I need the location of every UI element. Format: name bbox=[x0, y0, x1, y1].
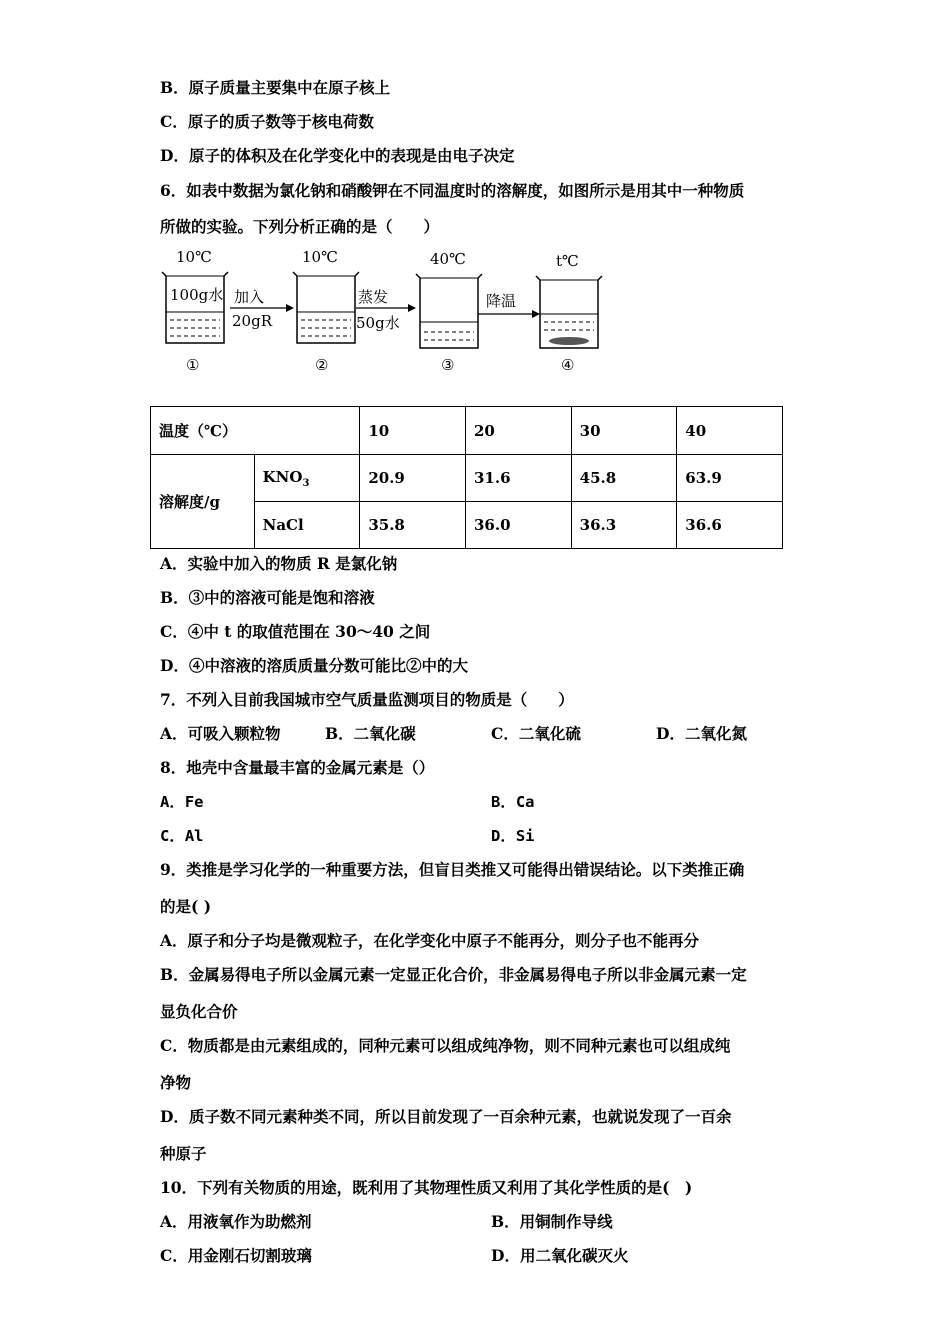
beaker-1-number: ① bbox=[186, 356, 200, 374]
temp-cell: 30 bbox=[571, 407, 677, 455]
beaker-3 bbox=[416, 250, 482, 348]
beaker-4-number: ④ bbox=[561, 356, 575, 374]
table-row-kno3 bbox=[151, 455, 783, 502]
q8-option-b: B．Ca bbox=[491, 793, 535, 811]
solubility-table bbox=[150, 406, 783, 549]
q10-stem: 10．下列有关物质的用途，既利用了其物理性质又利用了其化学性质的是( ) bbox=[160, 1178, 693, 1197]
kno3-value: 31.6 bbox=[465, 455, 571, 502]
q9-option-d-line2: 种原子 bbox=[160, 1144, 207, 1163]
kno3-value: 45.8 bbox=[571, 455, 677, 502]
q6-option-b: B．③中的溶液可能是饱和溶液 bbox=[160, 588, 375, 607]
q9-option-b-line1: B．金属易得电子所以金属元素一定显正化合价，非金属易得电子所以非金属元素一定 bbox=[160, 965, 747, 984]
arrow-1 bbox=[230, 288, 294, 330]
q10-option-b: B．用铜制作导线 bbox=[491, 1212, 613, 1231]
arrow-3-top: 降温 bbox=[486, 292, 517, 310]
q9-option-d-line1: D．质子数不同元素种类不同，所以目前发现了一百余种元素，也就说发现了一百余 bbox=[160, 1107, 732, 1126]
arrow-2 bbox=[356, 288, 416, 332]
beaker-4-temp: t℃ bbox=[556, 252, 579, 270]
q6-stem-line2: 所做的实验。下列分析正确的是（ ） bbox=[160, 217, 440, 236]
beaker-1-temp: 10℃ bbox=[176, 248, 212, 266]
q10-option-d: D．用二氧化碳灭火 bbox=[491, 1246, 629, 1265]
temp-cell: 20 bbox=[465, 407, 571, 455]
table-header-row bbox=[151, 407, 783, 455]
beaker-1-label: 100g水 bbox=[170, 286, 224, 304]
nacl-label: NaCl bbox=[254, 502, 360, 549]
beaker-2 bbox=[293, 248, 359, 343]
temp-cell: 10 bbox=[360, 407, 466, 455]
nacl-value: 36.0 bbox=[465, 502, 571, 549]
q9-option-a: A．原子和分子均是微观粒子，在化学变化中原子不能再分，则分子也不能再分 bbox=[160, 931, 700, 950]
q7-option-b: B．二氧化碳 bbox=[325, 724, 416, 743]
q6-option-c: C．④中 t 的取值范围在 30～40 之间 bbox=[160, 622, 431, 641]
q7-option-a: A．可吸入颗粒物 bbox=[160, 724, 281, 743]
temperature-header: 温度（℃） bbox=[151, 407, 360, 455]
nacl-value: 35.8 bbox=[360, 502, 466, 549]
q5-option-c: C．原子的质子数等于核电荷数 bbox=[160, 112, 374, 131]
temp-cell: 40 bbox=[677, 407, 783, 455]
kno3-value: 63.9 bbox=[677, 455, 783, 502]
beaker-3-temp: 40℃ bbox=[430, 250, 466, 268]
arrow-3 bbox=[478, 292, 540, 318]
kno3-value: 20.9 bbox=[360, 455, 466, 502]
beaker-3-number: ③ bbox=[441, 356, 455, 374]
q9-stem-line1: 9．类推是学习化学的一种重要方法，但盲目类推又可能得出错误结论。以下类推正确 bbox=[160, 860, 745, 879]
q9-stem-line2: 的是( ) bbox=[160, 897, 212, 916]
experiment-diagram bbox=[150, 240, 630, 380]
q6-stem-line1: 6．如表中数据为氯化钠和硝酸钾在不同温度时的溶解度，如图所示是用其中一种物质 bbox=[160, 181, 745, 200]
crystal-precipitate bbox=[549, 337, 589, 345]
q8-option-a: A．Fe bbox=[160, 793, 204, 811]
arrow-2-top: 蒸发 bbox=[358, 288, 389, 306]
q7-option-d: D．二氧化氮 bbox=[656, 724, 747, 743]
arrow-1-bottom: 20gR bbox=[232, 312, 272, 330]
q10-option-a: A．用液氧作为助燃剂 bbox=[160, 1212, 312, 1231]
q9-option-c-line2: 净物 bbox=[160, 1073, 192, 1092]
q7-option-c: C．二氧化硫 bbox=[491, 724, 581, 743]
q8-option-c: C．Al bbox=[160, 827, 204, 845]
q5-option-b: B．原子质量主要集中在原子核上 bbox=[160, 78, 391, 97]
beaker-2-temp: 10℃ bbox=[302, 248, 338, 266]
beaker-1 bbox=[162, 248, 228, 343]
q10-option-c: C．用金刚石切割玻璃 bbox=[160, 1246, 312, 1265]
q8-option-d: D．Si bbox=[491, 827, 535, 845]
q9-option-b-line2: 显负化合价 bbox=[160, 1002, 238, 1021]
q8-stem: 8．地壳中含量最丰富的金属元素是（） bbox=[160, 758, 435, 777]
beaker-2-number: ② bbox=[315, 356, 329, 374]
arrow-1-top: 加入 bbox=[234, 288, 265, 306]
nacl-value: 36.3 bbox=[571, 502, 677, 549]
q9-option-c-line1: C．物质都是由元素组成的，同种元素可以组成纯净物，则不同种元素也可以组成纯 bbox=[160, 1036, 731, 1055]
q7-stem: 7．不列入目前我国城市空气质量监测项目的物质是（ ） bbox=[160, 690, 574, 709]
arrow-2-bottom: 50g水 bbox=[356, 314, 400, 332]
solubility-group-label: 溶解度/g bbox=[151, 455, 255, 549]
q6-option-d: D．④中溶液的溶质质量分数可能比②中的大 bbox=[160, 656, 468, 675]
q5-option-d: D．原子的体积及在化学变化中的表现是由电子决定 bbox=[160, 146, 515, 165]
nacl-value: 36.6 bbox=[677, 502, 783, 549]
q6-option-a: A．实验中加入的物质 R 是氯化钠 bbox=[160, 554, 398, 573]
beaker-4 bbox=[536, 252, 602, 348]
kno3-label: $KNO_3$ bbox=[254, 455, 360, 502]
